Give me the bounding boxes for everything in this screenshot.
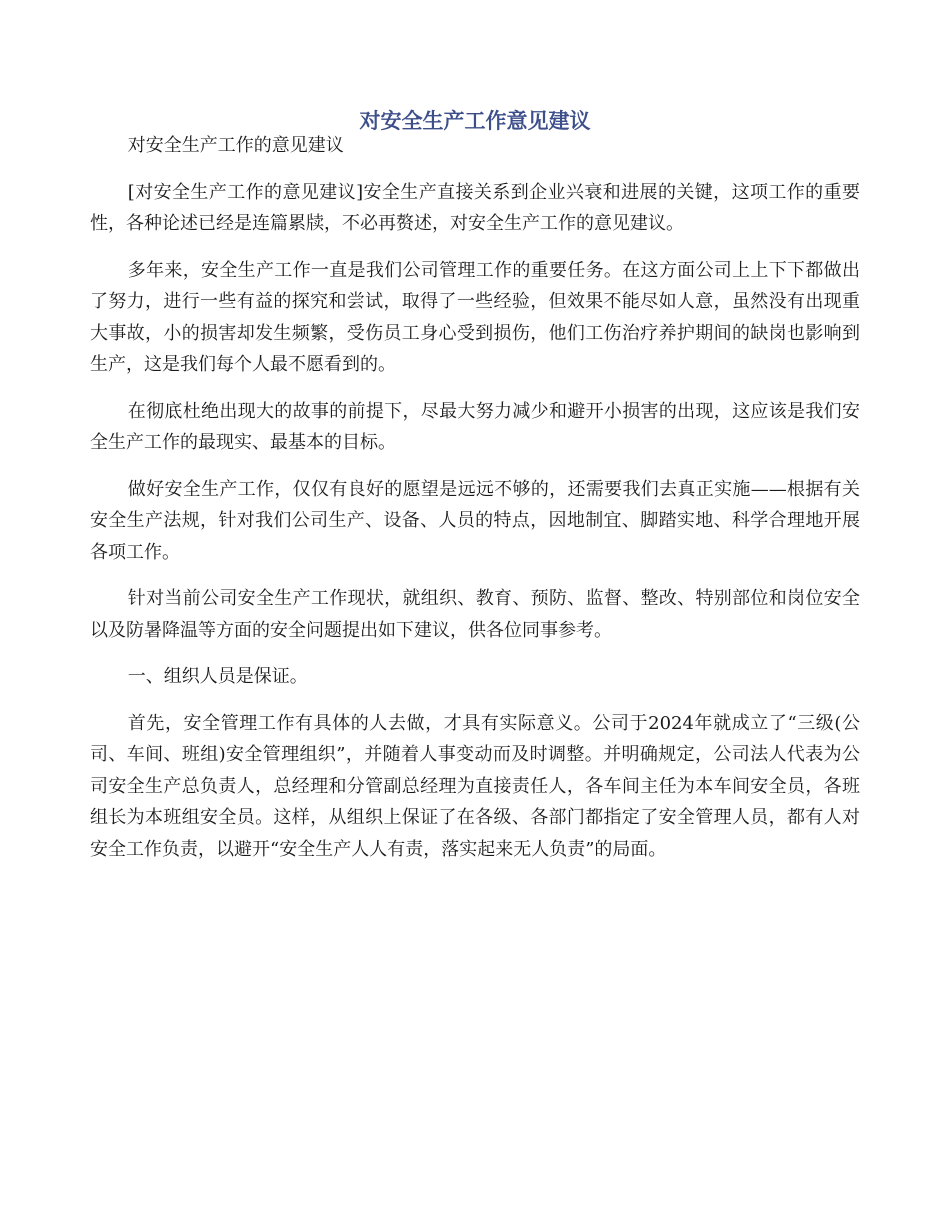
implementation-paragraph: 做好安全生产工作，仅仅有良好的愿望是远远不够的，还需要我们去真正实施——根据有关安全生产法规，针对我们公司生产、设备、人员的特点，因地制宜、脚踏实地、科学合理地开展各项工作。 bbox=[90, 478, 860, 563]
section-heading-organization: 一、组织人员是保证。 bbox=[127, 666, 308, 687]
suggestions-intro-paragraph: 针对当前公司安全生产工作现状，就组织、教育、预防、监督、整改、特别部位和岗位安全以及防暑降温等方面的安全问题提出如下建议，供各位同事参考。 bbox=[90, 588, 860, 641]
goal-paragraph: 在彻底杜绝出现大的故事的前提下，尽最大努力减少和避开小损害的出现，这应该是我们安全生产工作的最现实、最基本的目标。 bbox=[90, 400, 860, 453]
organization-paragraph: 首先，安全管理工作有具体的人去做，才具有实际意义。公司于2024年就成立了“三级(公司、车间、班组)安全管理组织”，并随着人事变动而及时调整。并明确规定，公司法人代表为公司安全生产总负责人，总经理和分管副总经理为直接责任人，各车间主任为本车间安全员，各班组长为本班组安全员。这样，从组织上保证了在各级、各部门都指定了安全管理人员，都有人对安全工作负责，以避开“安全生产人人有责，落实起来无人负责”的局面。 bbox=[90, 712, 860, 860]
background-paragraph: 多年来，安全生产工作一直是我们公司管理工作的重要任务。在这方面公司上上下下都做出了努力，进行一些有益的探究和尝试，取得了一些经验，但效果不能尽如人意，虽然没有出现重大事故，小的损害却发生频繁，受伤员工身心受到损伤，他们工伤治疗养护期间的缺岗也影响到生产，这是我们每个人最不愿看到的。 bbox=[90, 259, 860, 375]
intro-paragraph: [对安全生产工作的意见建议]安全生产直接关系到企业兴衰和进展的关键，这项工作的重要性，各种论述已经是连篇累牍，不必再赘述，对安全生产工作的意见建议。 bbox=[90, 181, 860, 234]
subtitle-paragraph: 对安全生产工作的意见建议 bbox=[127, 135, 344, 156]
document-body bbox=[90, 130, 860, 865]
document-title: 对安全生产工作意见建议 bbox=[359, 108, 591, 133]
